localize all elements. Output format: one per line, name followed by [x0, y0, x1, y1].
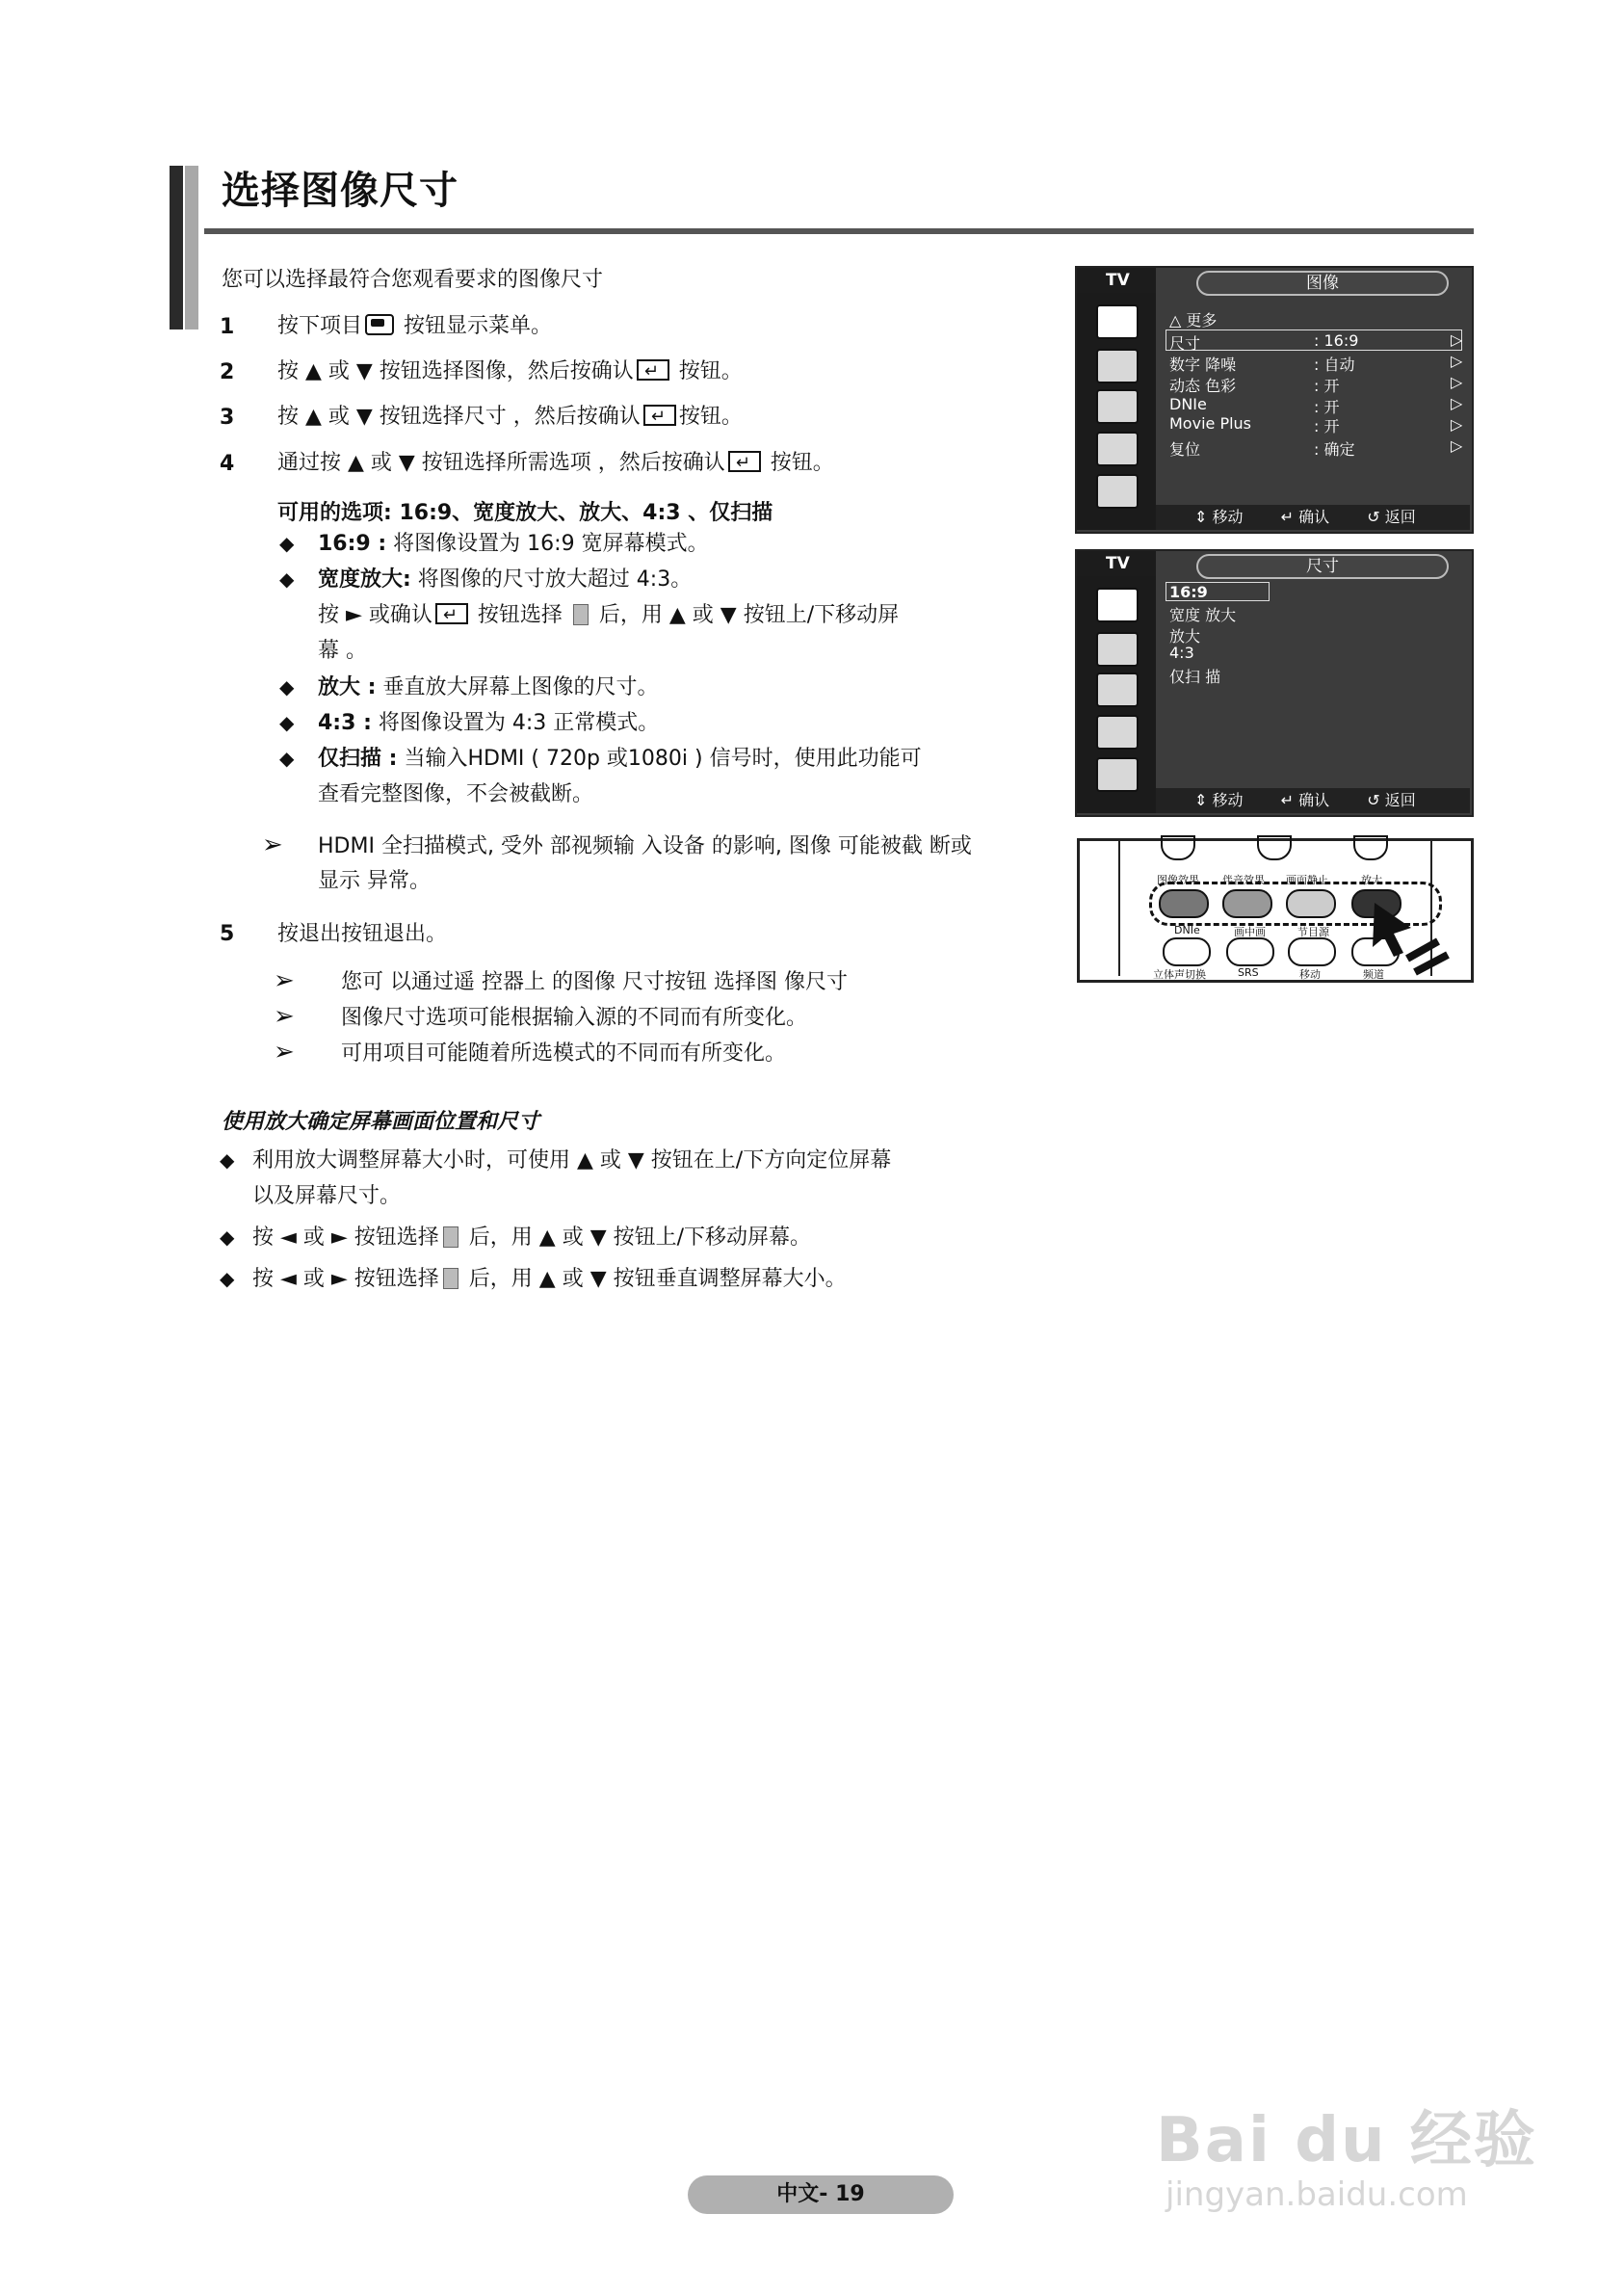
step-5: 按退出按钮退出。: [277, 922, 448, 946]
note-arrow-icon: ➢: [274, 966, 295, 995]
step-number: 4: [220, 452, 235, 476]
remote-top-button: [1257, 835, 1292, 860]
osd-header: 尺寸: [1196, 554, 1449, 579]
position-icon: [573, 604, 589, 625]
remote-label: 节目源: [1297, 926, 1329, 938]
remote-top-button: [1353, 835, 1388, 860]
osd-picture-menu: [1075, 266, 1474, 534]
osd-row-value: : 16:9: [1314, 331, 1359, 350]
dnie-button[interactable]: [1163, 937, 1211, 966]
osd-size-item[interactable]: 宽度 放大: [1169, 606, 1237, 624]
enter-icon: [637, 359, 669, 381]
bullet-diamond-icon: ◆: [279, 532, 295, 555]
source-button[interactable]: [1288, 937, 1336, 966]
bullet-diamond-icon: ◆: [220, 1148, 235, 1172]
step-number: 2: [220, 360, 235, 384]
osd-size-item[interactable]: 仅扫 描: [1169, 668, 1221, 686]
size-icon: [443, 1268, 458, 1289]
return-icon: ↺: [1367, 508, 1380, 526]
setup-icon: [1096, 715, 1139, 750]
title-accent-bar: [170, 166, 183, 329]
hdmi-note: HDMI 全扫描模式, 受外 部视频输 入设备 的影响, 图像 可能被截 断或: [318, 834, 972, 858]
step-1: 按下项目 按钮显示菜单。: [277, 314, 553, 338]
intro-text: 您可以选择最符合您观看要求的图像尺寸: [222, 268, 604, 292]
remote-edge: [1118, 841, 1120, 976]
bullet-diamond-icon: ◆: [279, 711, 295, 734]
sound-icon: [1096, 349, 1139, 383]
remote-label: 画中画: [1234, 926, 1266, 938]
bullet-diamond-icon: ◆: [220, 1267, 235, 1290]
osd-header: 图像: [1196, 271, 1449, 296]
remote-illustration: [1077, 838, 1474, 983]
enter-icon: [728, 451, 761, 472]
page-title: 选择图像尺寸: [222, 169, 458, 213]
sound-effect-button[interactable]: [1222, 889, 1272, 918]
osd-size-menu: [1075, 549, 1474, 817]
remote-label: 移动: [1299, 968, 1321, 981]
remote-label: 伴音效果: [1222, 874, 1265, 886]
enter-icon: ↵: [1280, 508, 1295, 526]
enter-icon: [435, 603, 468, 624]
osd-footer: [1156, 788, 1470, 813]
remote-label: DNIe: [1174, 924, 1200, 936]
baidu-watermark: Bai du 经验: [1156, 2105, 1537, 2176]
osd-row-label[interactable]: 数字 降噪: [1169, 356, 1237, 374]
sound-icon: [1096, 632, 1139, 667]
options-intro: 可用的选项: 16:9、宽度放大、放大、4:3 、仅扫描: [277, 501, 773, 525]
picture-icon: [1096, 304, 1139, 339]
remote-label: 频道: [1363, 968, 1384, 981]
page-number: 中文- 19: [688, 2175, 954, 2214]
osd-footer-enter: 确认: [1298, 508, 1330, 526]
enter-icon: ↵: [1280, 791, 1295, 809]
menu-icon: [365, 314, 394, 335]
bullet-diamond-icon: ◆: [279, 675, 295, 698]
note-1: 您可 以通过遥 控器上 的图像 尺寸按钮 选择图 像尺寸: [341, 970, 848, 994]
zoom-bullet-3: 按 ◄ 或 ► 按钮选择 后，用 ▲ 或 ▼ 按钮垂直调整屏幕大小。: [252, 1267, 847, 1291]
osd-footer-move: 移动: [1212, 508, 1244, 526]
title-accent-bar-light: [185, 166, 198, 329]
osd-row-value: : 开: [1314, 398, 1340, 416]
input-icon: [1096, 474, 1139, 509]
osd-footer-back: 返回: [1384, 508, 1416, 526]
zoom-heading: 使用放大确定屏幕画面位置和尺寸: [222, 1110, 540, 1134]
osd-tv-tab: TV: [1077, 268, 1156, 293]
osd-row-value: : 开: [1314, 417, 1340, 435]
osd-row-label[interactable]: 复位: [1169, 440, 1201, 459]
osd-row-label[interactable]: 尺寸: [1169, 334, 1201, 353]
pip-button[interactable]: [1226, 937, 1274, 966]
zoom-bullet-1-line2: 以及屏幕尺寸。: [252, 1184, 402, 1208]
option-scan-line2: 查看完整图像，不会被截断。: [318, 782, 594, 806]
option-16-9: 16:9 : 将图像设置为 16:9 宽屏幕模式。: [318, 532, 709, 556]
remote-label: 画面静止: [1286, 874, 1328, 886]
option-wide-zoom-line2: 按 ► 或确认↵ 按钮选择 后，用 ▲ 或 ▼ 按钮上/下移动屏: [318, 601, 899, 630]
setup-icon: [1096, 432, 1139, 466]
osd-arrows-icon: ▷ ▷ ▷ ▷ ▷ ▷: [1451, 330, 1463, 455]
note-2: 图像尺寸选项可能根据输入源的不同而有所变化。: [341, 1006, 808, 1030]
updown-icon: ⇕: [1194, 791, 1208, 809]
option-4-3: 4:3 : 将图像设置为 4:3 正常模式。: [318, 711, 660, 735]
remote-label: 放大: [1361, 874, 1382, 886]
osd-row-value: : 开: [1314, 377, 1340, 395]
zoom-bullet-2: 按 ◄ 或 ► 按钮选择 后，用 ▲ 或 ▼ 按钮上/下移动屏幕。: [252, 1226, 812, 1250]
osd-row-value: : 确定: [1314, 440, 1355, 459]
osd-size-item[interactable]: 16:9: [1169, 583, 1208, 601]
channel-icon: [1096, 672, 1139, 707]
step-number: 1: [220, 315, 235, 339]
baidu-watermark-url: jingyan.baidu.com: [1166, 2175, 1468, 2214]
note-arrow-icon: ➢: [274, 1002, 295, 1031]
option-zoom: 放大 : 垂直放大屏幕上图像的尺寸。: [318, 675, 659, 699]
osd-footer-move: 移动: [1212, 791, 1244, 809]
osd-more[interactable]: △ 更多: [1169, 311, 1218, 329]
osd-footer-enter: 确认: [1298, 791, 1330, 809]
channel-icon: [1096, 389, 1139, 424]
pointer-arrow-icon: [1369, 899, 1455, 976]
step-3: 按 ▲ 或 ▼ 按钮选择尺寸 ，然后按确认↵ 按钮。: [277, 403, 743, 432]
updown-icon: ⇕: [1194, 508, 1208, 526]
option-wide-zoom: 宽度放大: 将图像的尺寸放大超过 4:3。: [318, 567, 693, 592]
osd-footer-back: 返回: [1384, 791, 1416, 809]
input-icon: [1096, 757, 1139, 792]
note-arrow-icon: ➢: [262, 830, 283, 859]
hdmi-note-line2: 显示 异常。: [318, 869, 431, 893]
note-arrow-icon: ➢: [274, 1038, 295, 1067]
title-rule: [204, 228, 1474, 234]
picture-icon: [1096, 588, 1139, 622]
option-scan: 仅扫描 : 当输入HDMI ( 720p 或1080i ) 信号时，使用此功能可: [318, 747, 922, 771]
zoom-bullet-1: 利用放大调整屏幕大小时，可使用 ▲ 或 ▼ 按钮在上/下方向定位屏幕: [252, 1148, 892, 1173]
option-wide-zoom-line3: 幕 。: [318, 639, 367, 663]
osd-size-item[interactable]: 放大: [1169, 627, 1201, 646]
osd-row-label[interactable]: Movie Plus: [1169, 414, 1252, 433]
osd-row-value: : 自动: [1314, 356, 1355, 374]
bullet-diamond-icon: ◆: [220, 1226, 235, 1249]
picture-effect-button[interactable]: [1159, 889, 1209, 918]
return-icon: ↺: [1367, 791, 1380, 809]
osd-footer: [1156, 505, 1470, 530]
remote-top-button: [1161, 835, 1195, 860]
osd-tv-tab: TV: [1077, 551, 1156, 576]
remote-label: 立体声切换: [1153, 968, 1206, 981]
osd-row-label[interactable]: DNIe: [1169, 395, 1207, 413]
remote-label: SRS: [1238, 966, 1259, 979]
step-number: 3: [220, 406, 235, 430]
remote-label: 图像效果: [1157, 874, 1199, 886]
step-4: 通过按 ▲ 或 ▼ 按钮选择所需选项 ，然后按确认↵ 按钮。: [277, 449, 834, 478]
step-number: 5: [220, 922, 235, 946]
bullet-diamond-icon: ◆: [279, 567, 295, 591]
note-3: 可用项目可能随着所选模式的不同而有所变化。: [341, 1041, 787, 1066]
enter-icon: [643, 405, 676, 426]
osd-size-item[interactable]: 4:3: [1169, 644, 1194, 662]
osd-row-label[interactable]: 动态 色彩: [1169, 377, 1237, 395]
still-button[interactable]: [1286, 889, 1336, 918]
position-icon: [443, 1226, 458, 1248]
step-2: 按 ▲ 或 ▼ 按钮选择图像，然后按确认↵ 按钮。: [277, 357, 743, 386]
bullet-diamond-icon: ◆: [279, 747, 295, 770]
